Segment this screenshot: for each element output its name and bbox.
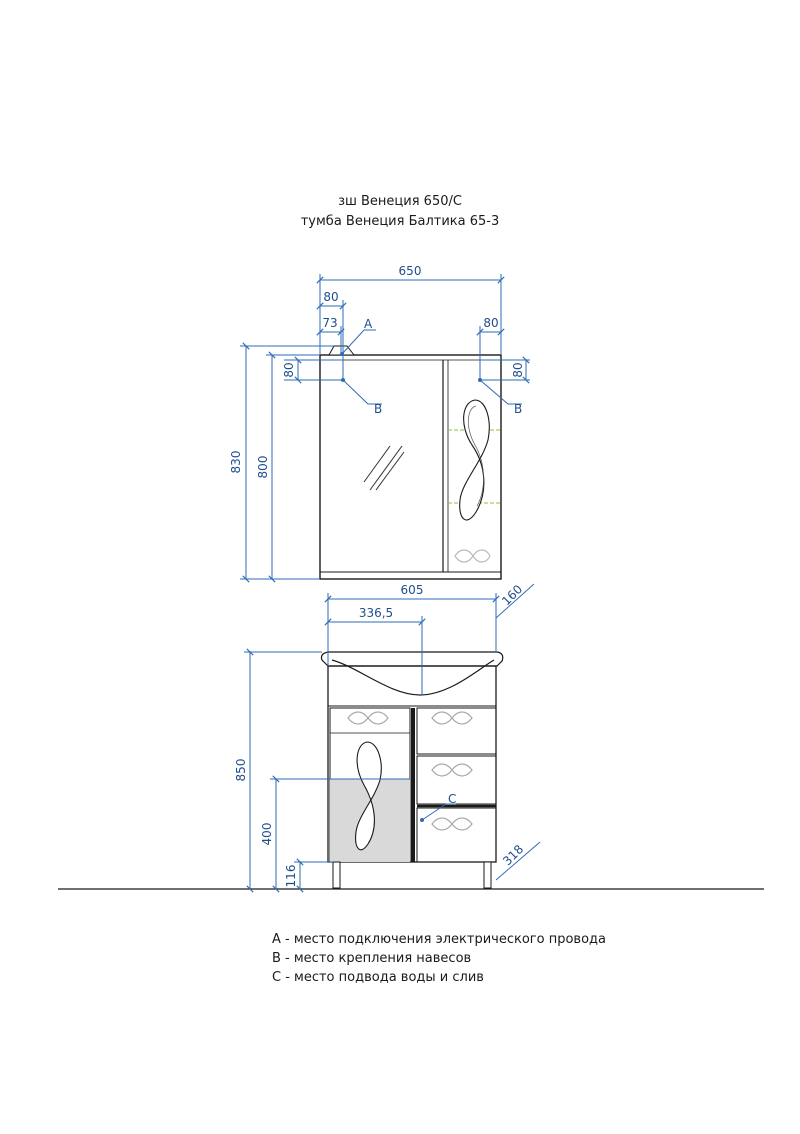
decorative-swirl-icon bbox=[460, 400, 490, 520]
drawing-title-line-1: зш Венеция 650/С bbox=[338, 194, 462, 209]
mirror-reflection-icon bbox=[364, 446, 404, 490]
door-divider bbox=[411, 708, 415, 862]
dim-water-height: 400 bbox=[260, 822, 274, 846]
dim-mirror-width: 650 bbox=[398, 264, 422, 278]
ornament-icon bbox=[455, 550, 490, 562]
dim-offset-73: 73 bbox=[322, 316, 338, 330]
dim-hang-80-left: 80 bbox=[282, 362, 296, 378]
marker-a-label: A bbox=[364, 317, 373, 331]
vanity-cabinet bbox=[321, 652, 502, 888]
dim-depth-bottom: 318 bbox=[500, 842, 527, 869]
dim-offset-80-right: 80 bbox=[483, 316, 499, 330]
drawer-1 bbox=[417, 708, 496, 754]
leg-left bbox=[333, 862, 340, 888]
dim-leg-height: 116 bbox=[284, 864, 298, 888]
marker-b-right-label: B bbox=[514, 402, 523, 416]
drawer-3 bbox=[417, 808, 496, 862]
dim-cabinet-width: 605 bbox=[400, 583, 424, 597]
mirror-cabinet-outline bbox=[320, 355, 501, 579]
legend-item-a: А - место подключения электрического провода bbox=[272, 932, 606, 947]
basin-top bbox=[321, 652, 502, 666]
mirror-cabinet bbox=[320, 346, 501, 579]
dim-basin-offset: 336,5 bbox=[358, 606, 394, 620]
drawing-title-line-2: тумба Венеция Балтика 65-3 bbox=[300, 214, 500, 229]
dim-mirror-height-total: 830 bbox=[229, 450, 243, 474]
dim-depth-top: 160 bbox=[499, 582, 526, 609]
marker-c-label: C bbox=[448, 792, 457, 806]
drawer-2 bbox=[417, 756, 496, 804]
dim-hang-80-right: 80 bbox=[511, 362, 525, 378]
legend-item-c: С - место подвода воды и слив bbox=[272, 970, 484, 985]
dim-cabinet-height: 850 bbox=[234, 758, 248, 782]
legend-item-b: В - место крепления навесов bbox=[272, 951, 472, 966]
leg-right bbox=[484, 862, 491, 888]
dim-offset-80-top: 80 bbox=[323, 290, 339, 304]
dim-mirror-height: 800 bbox=[256, 455, 270, 479]
marker-b-left-label: B bbox=[374, 402, 383, 416]
